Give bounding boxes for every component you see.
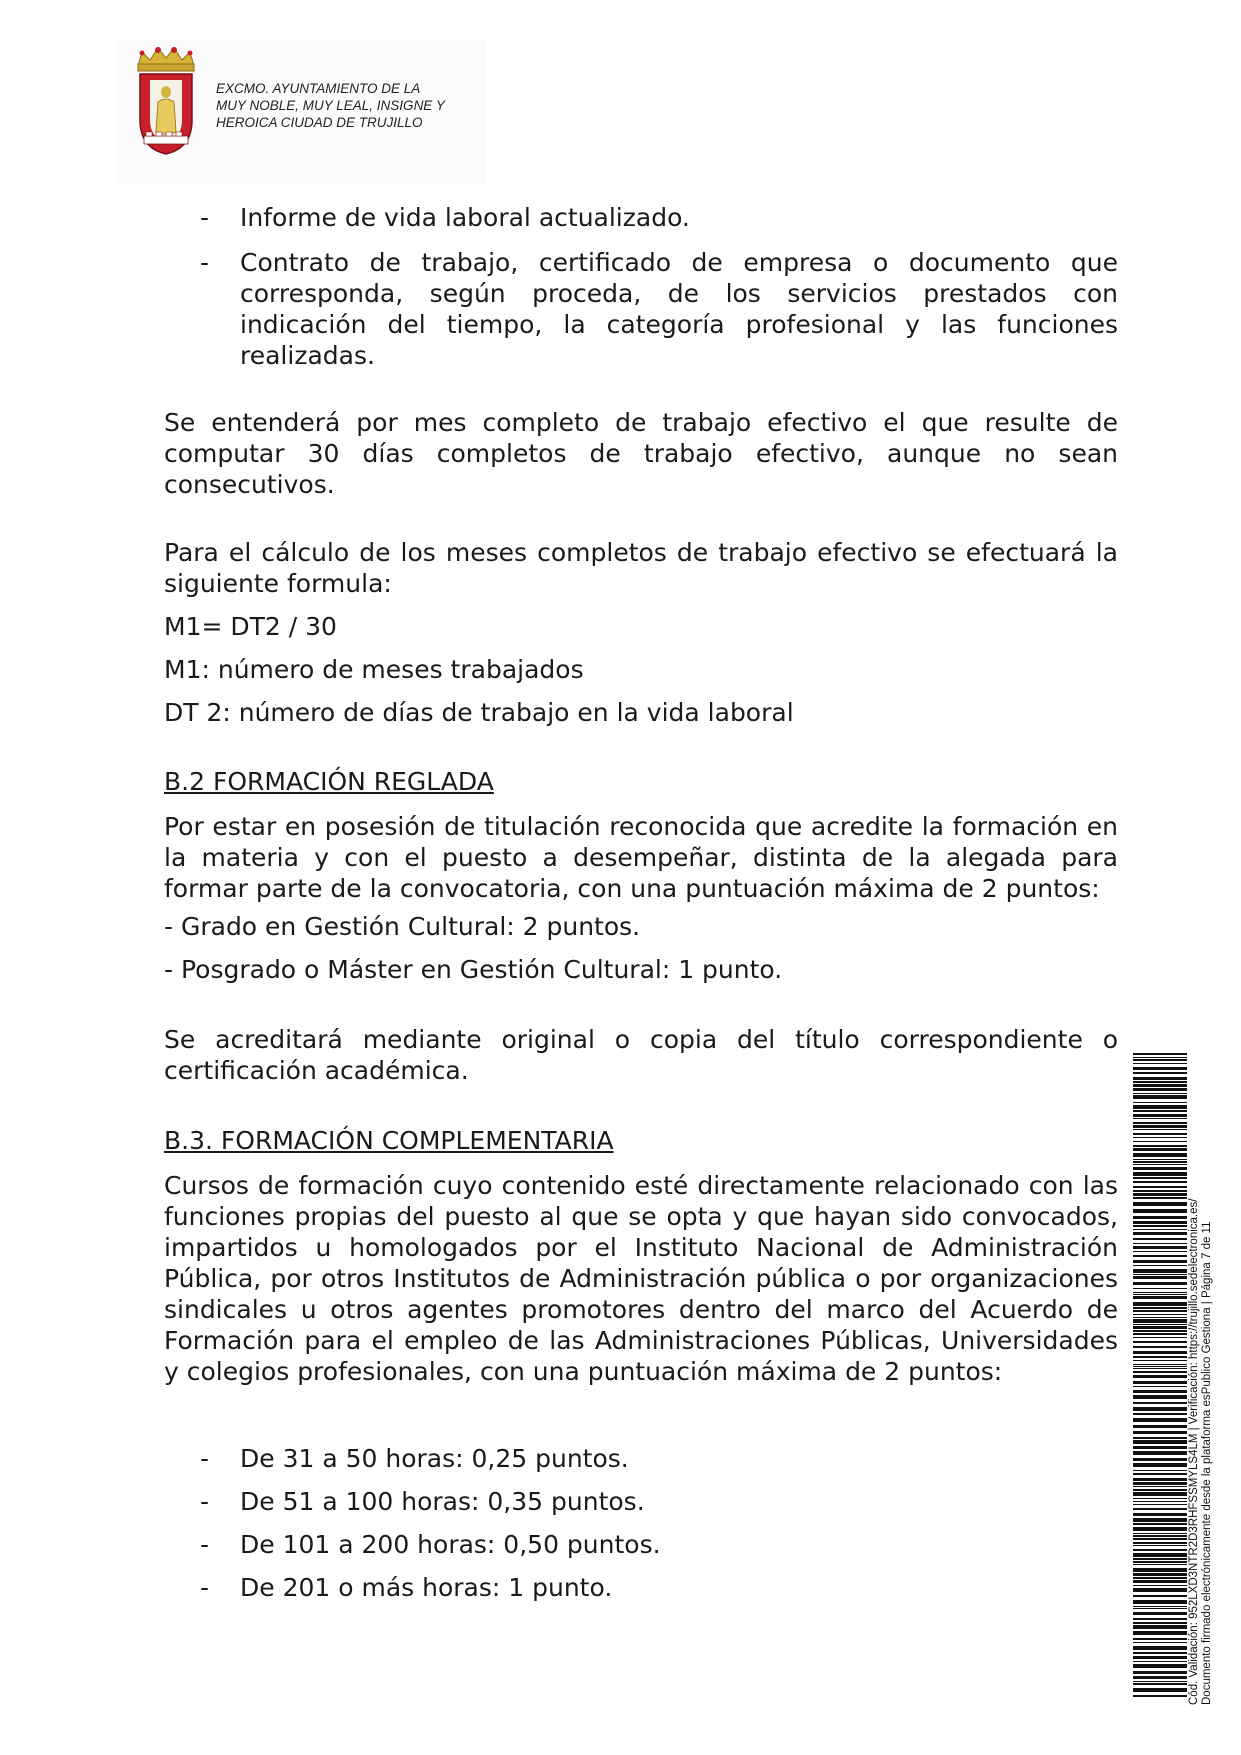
barcode-bar <box>1133 1437 1187 1439</box>
header-line-3: HEROICA CIUDAD DE TRUJILLO <box>216 115 423 130</box>
barcode-bar <box>1133 1368 1187 1369</box>
list-item: - Grado en Gestión Cultural: 2 puntos. <box>164 912 641 941</box>
paragraph-acreditacion: Se acreditará mediante original o copia del título correspondiente o certificación académica. <box>164 1025 1118 1085</box>
barcode-bar <box>1133 1646 1187 1650</box>
barcode-bar <box>1133 1606 1187 1607</box>
barcode-bar <box>1133 1538 1187 1540</box>
barcode-bar <box>1133 1145 1187 1147</box>
barcode-bar <box>1133 1492 1187 1496</box>
barcode-bar <box>1133 1324 1187 1325</box>
letterhead <box>116 40 486 185</box>
barcode-bar <box>1133 1341 1187 1343</box>
barcode-bar <box>1133 1360 1187 1361</box>
barcode-bar <box>1133 1527 1187 1531</box>
barcode-bar <box>1133 1695 1187 1697</box>
barcode-bar <box>1133 1122 1187 1124</box>
barcode-bar <box>1133 1186 1187 1188</box>
barcode-bar <box>1133 1504 1187 1505</box>
barcode-bar <box>1133 1161 1187 1163</box>
barcode-bar <box>1133 1265 1187 1266</box>
barcode-bar <box>1133 1102 1187 1103</box>
barcode-bar <box>1133 1137 1187 1138</box>
definition-m1: M1: número de meses trabajados <box>164 655 584 684</box>
validation-line-1: Cód. Validación: 952LXD3NTR2D3RHFSSMYLS4LM | Verificación: https://trujillo.sedelectronica.es/ <box>1188 1198 1200 1705</box>
paragraph-mes-completo: Se entenderá por mes completo de trabajo efectivo el que resulte de computar 30 días completos de trabajo efectivo, aunque no sean consecutivos. <box>164 408 1118 499</box>
barcode-bar <box>1133 1063 1187 1064</box>
barcode-bar <box>1133 1314 1187 1315</box>
barcode-bar <box>1133 1221 1187 1224</box>
barcode-bar <box>1133 1533 1187 1534</box>
header-line-1: EXCMO. AYUNTAMIENTO DE LA <box>216 81 421 96</box>
barcode-bar <box>1133 1317 1187 1318</box>
barcode-bar <box>1133 1172 1187 1176</box>
barcode-bar <box>1133 1193 1187 1196</box>
barcode-bar <box>1133 1608 1187 1609</box>
barcode-bar <box>1133 1057 1187 1058</box>
barcode-bar <box>1133 1688 1187 1692</box>
barcode-bar <box>1133 1159 1187 1160</box>
barcode-bar <box>1133 1310 1187 1312</box>
barcode-bar <box>1133 1330 1187 1332</box>
barcode-bar <box>1133 1364 1187 1365</box>
barcode-bar <box>1133 1356 1187 1358</box>
barcode-bar <box>1133 1652 1187 1654</box>
barcode-bar <box>1133 1375 1187 1378</box>
barcode-bar <box>1133 1676 1187 1679</box>
barcode-bar <box>1133 1418 1187 1422</box>
list-item: De 31 a 50 horas: 0,25 puntos. <box>240 1444 629 1473</box>
barcode-bar <box>1133 1473 1187 1475</box>
barcode-bar <box>1133 1225 1187 1227</box>
barcode-bar <box>1133 1664 1187 1668</box>
list-dash: - <box>200 1444 210 1473</box>
barcode-bar <box>1133 1580 1187 1583</box>
barcode-bar <box>1133 1059 1187 1061</box>
barcode-bar <box>1133 1561 1187 1563</box>
barcode-bar <box>1133 1110 1187 1112</box>
barcode-bar <box>1133 1296 1187 1299</box>
barcode-bar <box>1133 1390 1187 1393</box>
section-heading-b2: B.2 FORMACIÓN REGLADA <box>164 767 494 796</box>
list-item: - Posgrado o Máster en Gestión Cultural: 1 punto. <box>164 955 783 984</box>
barcode-bar <box>1133 1243 1187 1244</box>
barcode-bar <box>1133 1671 1187 1674</box>
barcode-bar <box>1133 1216 1187 1219</box>
barcode-bar <box>1133 1463 1187 1467</box>
barcode-bar <box>1133 1333 1187 1335</box>
list-dash: - <box>200 1530 210 1559</box>
validation-text <box>1188 1065 1214 1705</box>
barcode-bar <box>1133 1209 1187 1213</box>
barcode-bar <box>1133 1371 1187 1373</box>
barcode-bar <box>1133 1095 1187 1099</box>
barcode-bar <box>1133 1573 1187 1576</box>
barcode-bar <box>1133 1141 1187 1142</box>
barcode-bar <box>1133 1395 1187 1399</box>
barcode-bar <box>1133 1585 1187 1586</box>
paragraph-b3: Cursos de formación cuyo contenido esté directamente relacionado con las funciones propias del puesto al que se opta y que hayan sido convocados, impartidos u homologados por el Instituto Nacional de Administración Pública, por otros Institutos de Administración pública o por organizaciones sindicales u otros agentes promotores dentro del marco del Acuerdo de Formación para el empleo de las Administraciones Públicas, Universidades y colegios profesionales, con una puntuación máxima de 2 puntos: <box>164 1171 1118 1386</box>
barcode-bar <box>1133 1661 1187 1662</box>
municipality-name <box>216 80 486 131</box>
barcode-bar <box>1133 1681 1187 1682</box>
barcode-bar <box>1133 1326 1187 1329</box>
barcode-bar <box>1133 1542 1187 1544</box>
barcode-bar <box>1133 1478 1187 1481</box>
barcode-bar <box>1133 1072 1187 1074</box>
barcode-bar <box>1133 1084 1187 1087</box>
barcode-bar <box>1133 1381 1187 1384</box>
barcode-bar <box>1133 1238 1187 1240</box>
header-line-2: MUY NOBLE, MUY LEAL, INSIGNE Y <box>216 98 445 113</box>
barcode-bar <box>1133 1558 1187 1560</box>
city-crest-icon <box>130 44 202 156</box>
list-dash: - <box>200 1573 210 1602</box>
barcode-bar <box>1133 1294 1187 1295</box>
barcode-bar <box>1133 1053 1187 1055</box>
barcode-bar <box>1133 1545 1187 1546</box>
barcode-bar <box>1133 1088 1187 1091</box>
barcode-bar <box>1133 1446 1187 1449</box>
barcode-bar <box>1133 1568 1187 1572</box>
barcode-bar <box>1133 1197 1187 1199</box>
barcode-bar <box>1133 1232 1187 1235</box>
barcode-bar <box>1133 1067 1187 1070</box>
barcode-bar <box>1133 1167 1187 1170</box>
barcode-bar <box>1133 1508 1187 1510</box>
barcode-bar <box>1133 1081 1187 1083</box>
barcode-bar <box>1133 1202 1187 1206</box>
barcode-bar <box>1133 1133 1187 1135</box>
barcode-bar <box>1133 1077 1187 1080</box>
barcode-bar <box>1133 1413 1187 1415</box>
barcode-bar <box>1133 1482 1187 1485</box>
barcode-bar <box>1133 1288 1187 1289</box>
barcode-bar <box>1133 1093 1187 1094</box>
barcode-bar <box>1133 1588 1187 1592</box>
barcode-bar <box>1133 1501 1187 1502</box>
barcode-bar <box>1133 1518 1187 1522</box>
barcode-bar <box>1133 1246 1187 1249</box>
barcode-bar <box>1133 1351 1187 1354</box>
barcode-bar <box>1133 1251 1187 1252</box>
barcode-bar <box>1133 1535 1187 1537</box>
barcode-bar <box>1133 1523 1187 1525</box>
barcode-bar <box>1133 1470 1187 1471</box>
validation-line-2: Documento firmado electrónicamente desde la plataforma esPublico Gestiona | Página 7 de 11 <box>1201 1221 1213 1705</box>
barcode-bar <box>1133 1600 1187 1604</box>
barcode-bar <box>1133 1564 1187 1565</box>
barcode-bar <box>1133 1683 1187 1685</box>
barcode-bar <box>1133 1105 1187 1109</box>
barcode-bar <box>1133 1274 1187 1275</box>
barcode-bar <box>1133 1346 1187 1348</box>
list-dash: - <box>200 1487 210 1516</box>
paragraph-calculo: Para el cálculo de los meses completos de trabajo efectivo se efectuará la siguiente formula: <box>164 538 1118 598</box>
barcode-bar <box>1133 1229 1187 1230</box>
barcode-bar <box>1133 1276 1187 1279</box>
barcode-bar <box>1133 1638 1187 1640</box>
barcode-bar <box>1133 1337 1187 1338</box>
barcode-bar <box>1133 1498 1187 1499</box>
barcode-bar <box>1133 1129 1187 1130</box>
barcode-bar <box>1133 1458 1187 1461</box>
barcode-bar <box>1133 1431 1187 1434</box>
barcode-bar <box>1133 1642 1187 1643</box>
section-heading-b3: B.3. FORMACIÓN COMPLEMENTARIA <box>164 1126 614 1155</box>
barcode-bar <box>1133 1656 1187 1659</box>
barcode-bar <box>1133 1577 1187 1579</box>
barcode-bar <box>1133 1177 1187 1179</box>
barcode-bar <box>1133 1302 1187 1306</box>
barcode-bar <box>1133 1319 1187 1323</box>
paragraph-b2: Por estar en posesión de titulación reconocida que acredite la formación en la materia y con el puesto a desempeñar, distinta de la alegada para formar parte de la convocatoria, con una puntuación máxima de 2 puntos: <box>164 812 1118 903</box>
list-item: De 101 a 200 horas: 0,50 puntos. <box>240 1530 661 1559</box>
barcode-bar <box>1133 1260 1187 1263</box>
definition-dt2: DT 2: número de días de trabajo en la vida laboral <box>164 698 794 727</box>
barcode-bar <box>1133 1618 1187 1620</box>
barcode-bar <box>1133 1125 1187 1128</box>
barcode-bar <box>1133 1292 1187 1293</box>
barcode-bar <box>1133 1148 1187 1151</box>
barcode-bar <box>1133 1307 1187 1309</box>
barcode-bar <box>1133 1549 1187 1551</box>
barcode-bar <box>1133 1386 1187 1387</box>
barcode-bar <box>1133 1114 1187 1117</box>
barcode-bar <box>1133 1425 1187 1428</box>
barcode-bar <box>1133 1255 1187 1257</box>
barcode-bar <box>1133 1190 1187 1192</box>
barcode-bar <box>1133 1553 1187 1557</box>
barcode-bar <box>1133 1489 1187 1491</box>
barcode-bar <box>1133 1486 1187 1487</box>
formula: M1= DT2 / 30 <box>164 612 337 641</box>
barcode-bar <box>1133 1440 1187 1444</box>
list-item: De 201 o más horas: 1 punto. <box>240 1573 613 1602</box>
barcode-bar <box>1133 1153 1187 1157</box>
barcode-bar <box>1133 1164 1187 1165</box>
list-item: Contrato de trabajo, certificado de empresa o documento que corresponda, según proceda, de los servicios prestados con indicación del tiempo, la categoría profesional y las funciones realizadas. <box>240 248 1118 370</box>
barcode-bar <box>1133 1612 1187 1615</box>
barcode-bar <box>1133 1451 1187 1455</box>
barcode <box>1133 1053 1187 1703</box>
list-item: De 51 a 100 horas: 0,35 puntos. <box>240 1487 645 1516</box>
barcode-bar <box>1133 1181 1187 1183</box>
barcode-bar <box>1133 1402 1187 1404</box>
barcode-bar <box>1133 1625 1187 1629</box>
list-dash: - <box>200 203 210 232</box>
barcode-bar <box>1133 1366 1187 1367</box>
barcode-bar <box>1133 1631 1187 1635</box>
barcode-bar <box>1133 1118 1187 1119</box>
barcode-bar <box>1133 1595 1187 1597</box>
barcode-bar <box>1133 1407 1187 1411</box>
barcode-bar <box>1133 1282 1187 1285</box>
barcode-bar <box>1133 1269 1187 1273</box>
list-item: Informe de vida laboral actualizado. <box>240 203 690 232</box>
list-dash: - <box>200 248 210 277</box>
barcode-bar <box>1133 1513 1187 1516</box>
barcode-bar <box>1133 1622 1187 1624</box>
